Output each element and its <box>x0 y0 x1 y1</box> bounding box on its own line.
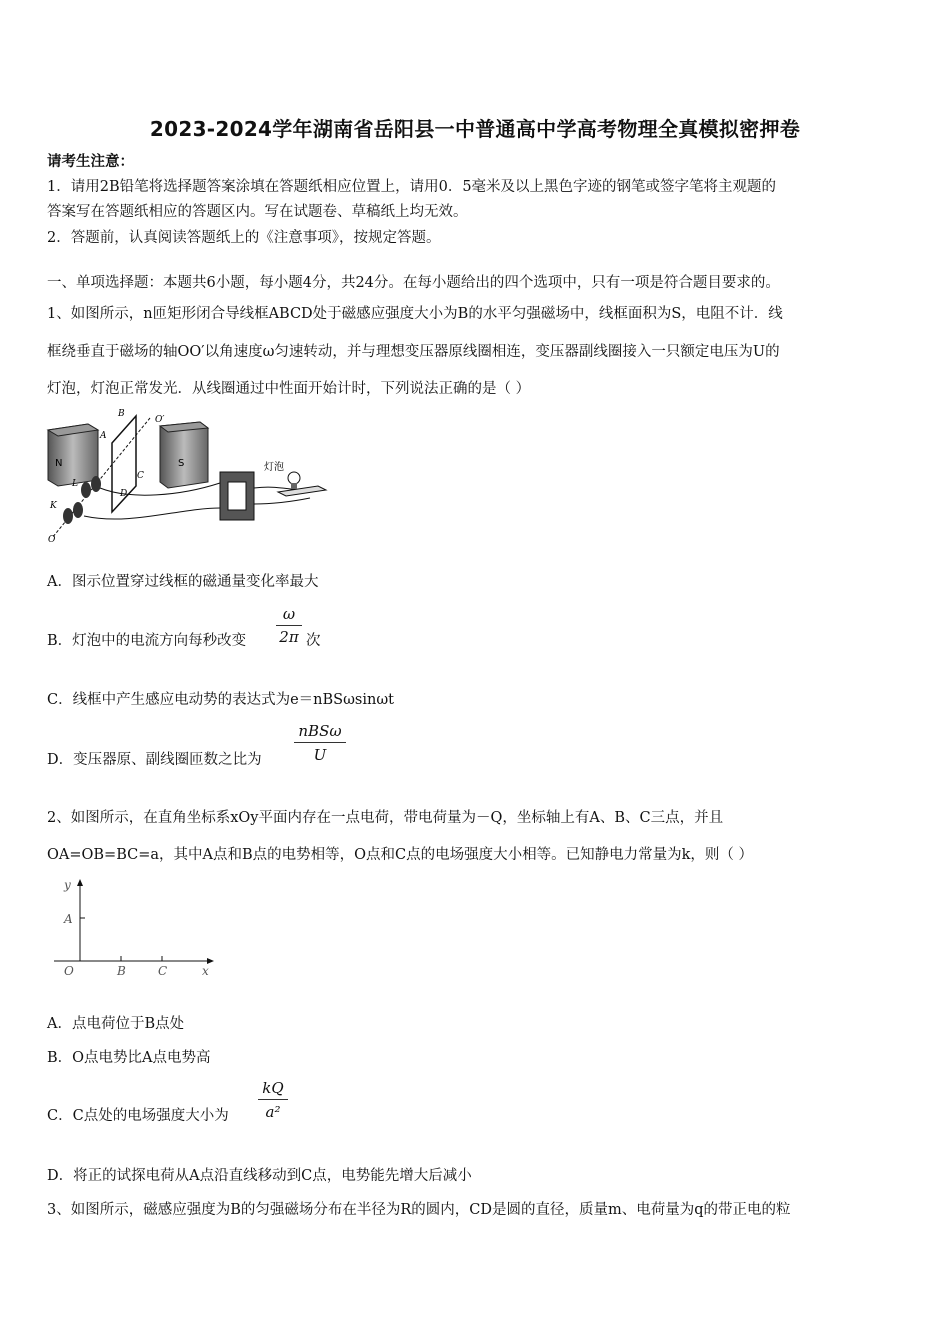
fraction-denominator: a² <box>265 1103 281 1121</box>
fraction-bar <box>276 625 302 626</box>
q1-option-b: B．灯泡中的电流方向每秒改变 <box>47 633 247 649</box>
section-heading: 一、单项选择题：本题共6小题，每小题4分，共24分。在每小题给出的四个选项中，只有一项是符合题目要求的。 <box>47 275 780 291</box>
point-label: C <box>158 964 168 978</box>
axes-figure <box>50 875 220 985</box>
bulb <box>278 472 326 496</box>
fraction-bar <box>294 742 346 743</box>
fig1-label: S <box>178 458 185 469</box>
q2-option-d: D．将正的试探电荷从A点沿直线移动到C点，电势能先增大后减小 <box>47 1168 472 1184</box>
fraction-denominator: 2π <box>279 628 299 646</box>
fig1-label: A <box>100 431 107 441</box>
q1-option-b-suffix: 次 <box>306 633 321 649</box>
question-2-text: OA=OB=BC=a，其中A点和B点的电势相等，O点和C点的电场强度大小相等。已知静电力常量为k，则（ ） <box>47 847 754 863</box>
fraction-denominator: U <box>313 746 327 764</box>
fig1-label: 灯泡 <box>264 462 284 473</box>
fig1-label: C <box>137 471 144 481</box>
magnet-n <box>48 424 98 486</box>
fraction-numerator: kQ <box>262 1079 284 1097</box>
q1-option-d: D．变压器原、副线圈匝数之比为 <box>47 752 262 768</box>
fig1-label: D <box>120 489 128 499</box>
fig1-label: O′ <box>155 415 165 425</box>
fraction-bar <box>258 1099 288 1100</box>
fig1-label: B <box>118 409 125 419</box>
notice-heading: 请考生注意： <box>47 153 134 170</box>
q2-option-a: A．点电荷位于B点处 <box>47 1016 185 1032</box>
fig1-label: O <box>48 535 56 545</box>
notice-item: 答案写在答题纸相应的答题区内。写在试题卷、草稿纸上均无效。 <box>47 204 468 220</box>
fig1-label: K <box>50 501 57 511</box>
question-1-text: 1、如图所示，n匝矩形闭合导线框ABCD处于磁感应强度大小为B的水平匀强磁场中，线框面积为S，电阻不计．线 <box>47 306 783 322</box>
fraction-numerator: ω <box>282 605 296 623</box>
q1-option-a: A．图示位置穿过线框的磁通量变化率最大 <box>47 574 319 590</box>
axis-label: y <box>64 878 71 892</box>
fraction-numerator: nBSω <box>298 722 342 740</box>
page-title: 2023-2024学年湖南省岳阳县一中普通高中学高考物理全真模拟密押卷 <box>149 117 801 141</box>
question-1-text: 灯泡，灯泡正常发光．从线圈通过中性面开始计时，下列说法正确的是（ ） <box>47 381 531 397</box>
q1-option-c: C．线框中产生感应电动势的表达式为e＝nBSωsinωt <box>47 692 394 708</box>
point-label: B <box>117 964 126 978</box>
generator-figure <box>40 408 330 548</box>
fig1-label: N <box>55 458 63 469</box>
notice-item: 2．答题前，认真阅读答题纸上的《注意事项》，按规定答题。 <box>47 230 441 246</box>
question-3-text: 3、如图所示，磁感应强度为B的匀强磁场分布在半径为R的圆内，CD是圆的直径，质量m、电荷量为q的带正电的粒 <box>47 1202 791 1218</box>
q2-option-c: C．C点处的电场强度大小为 <box>47 1108 229 1124</box>
question-2-text: 2、如图所示，在直角坐标系xOy平面内存在一点电荷，带电荷量为－Q，坐标轴上有A、B、C三点，并且 <box>47 810 724 826</box>
transformer <box>220 472 254 520</box>
point-label: O <box>64 964 74 978</box>
question-1-text: 框绕垂直于磁场的轴OO′以角速度ω匀速转动，并与理想变压器原线圈相连，变压器副线圈接入一只额定电压为U的 <box>47 344 780 360</box>
magnet-s <box>160 422 208 488</box>
axis-label: x <box>202 964 209 978</box>
notice-item: 1．请用2B铅笔将选择题答案涂填在答题纸相应位置上，请用0．5毫米及以上黑色字迹的钢笔或签字笔将主观题的 <box>47 179 777 195</box>
q2-option-b: B．O点电势比A点电势高 <box>47 1050 211 1066</box>
point-label: A <box>64 912 73 926</box>
fig1-label: L <box>72 479 78 489</box>
